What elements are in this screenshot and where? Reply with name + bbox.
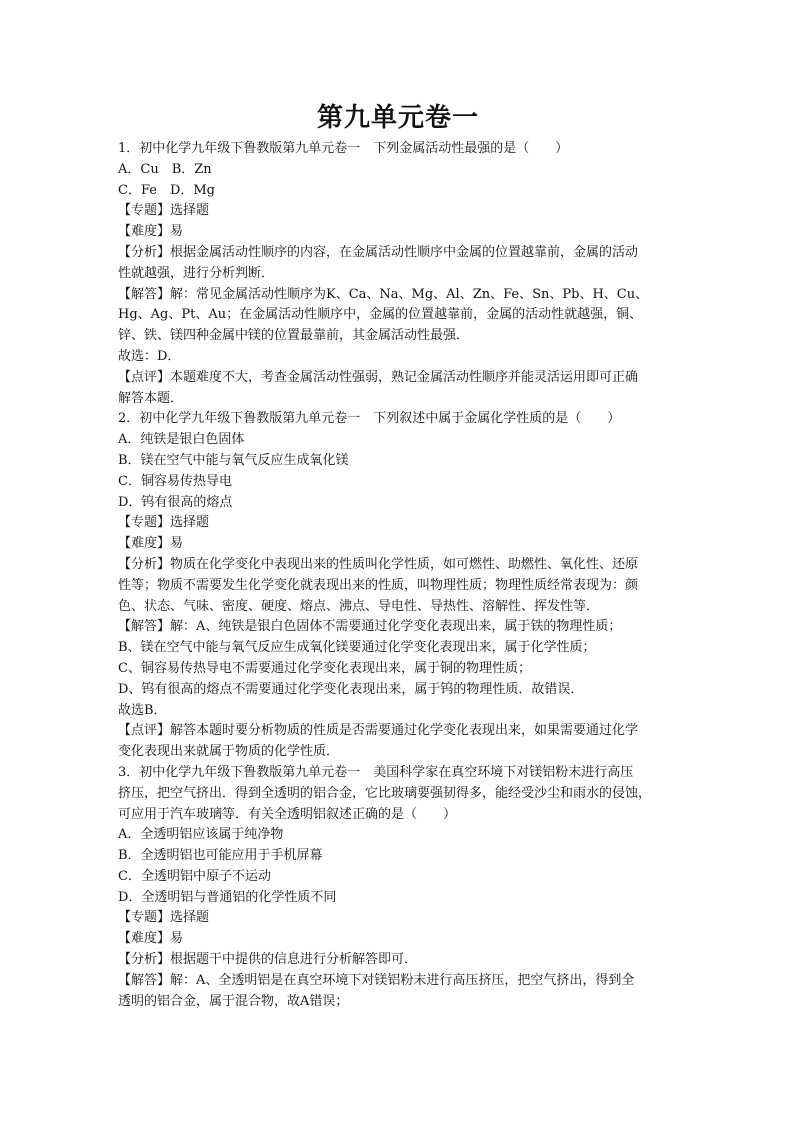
text-line: C．Fe D．Mg <box>118 182 216 198</box>
text-line: 【解答】解：A、纯铁是银白色固体不需要通过化学变化表现出来，属于铁的物理性质； <box>118 619 622 635</box>
text-line: C、铜容易传热导电不需要通过化学变化表现出来，属于铜的物理性质； <box>118 660 531 676</box>
text-line: B．全透明铝也可能应用于手机屏幕 <box>118 848 323 864</box>
page-title: 第九单元卷一 <box>316 103 479 133</box>
text-line: 性就越强，进行分析判断． <box>118 265 275 281</box>
text-line: C．铜容易传热导电 <box>118 473 232 489</box>
text-line: 【难度】易 <box>118 224 184 240</box>
text-line: Hg、Ag、Pt、Au；在金属活动性顺序中，金属的位置越靠前，金属的活动性就越强，铜、 <box>118 307 643 323</box>
text-line: 【分析】物质在化学变化中表现出来的性质叫化学性质，如可燃性、助燃性、氧化性、还原 <box>118 556 639 572</box>
text-line: 【难度】易 <box>118 931 184 947</box>
text-line: 故选B． <box>118 702 167 718</box>
text-line: B．镁在空气中能与氧气反应生成氧化镁 <box>118 452 349 468</box>
document-page <box>118 98 678 1012</box>
text-line: 【解答】解：A、全透明铝是在真空环境下对镁铝粉末进行高压挤压，把空气挤出，得到全 <box>118 972 635 988</box>
text-line: 变化表现出来就属于物质的化学性质． <box>118 744 340 760</box>
text-line: 【专题】选择题 <box>118 203 210 219</box>
text-line: 【专题】选择题 <box>118 515 210 531</box>
text-line: 透明的铝合金，属于混合物，故A错误； <box>118 993 349 1009</box>
document-body <box>118 139 678 1012</box>
text-line: 3．初中化学九年级下鲁教版第九单元卷一 美国科学家在真空环境下对镁铝粉末进行高压 <box>118 764 634 780</box>
text-line: 解答本题． <box>118 390 184 406</box>
text-line: B、镁在空气中能与氧气反应生成氧化镁要通过化学变化表现出来，属于化学性质； <box>118 640 596 656</box>
text-line: 【分析】根据金属活动性顺序的内容，在金属活动性顺序中金属的位置越靠前，金属的活动 <box>118 244 639 260</box>
text-line: 性等；物质不需要发生化学变化就表现出来的性质，叫物理性质；物理性质经常表现为：颜 <box>118 577 639 593</box>
text-line: D．钨有很高的熔点 <box>118 494 233 510</box>
text-line: 【难度】易 <box>118 536 184 552</box>
text-line: D．全透明铝与普通铝的化学性质不同 <box>118 889 337 905</box>
text-line: A．Cu B．Zn <box>118 161 212 177</box>
text-line: 1．初中化学九年级下鲁教版第九单元卷一 下列金属活动性最强的是（ ） <box>118 141 569 156</box>
text-line: 挤压，把空气挤出．得到全透明的铝合金，它比玻璃要强韧得多，能经受沙尘和雨水的侵蚀， <box>118 785 652 801</box>
text-line: 【点评】本题难度不大，考查金属活动性强弱，熟记金属活动性顺序并能灵活运用即可正确 <box>118 369 639 385</box>
text-line: 锌、铁、镁四种金属中镁的位置最靠前，其金属活动性最强． <box>118 328 470 344</box>
text-line: 【点评】解答本题时要分析物质的性质是否需要通过化学变化表现出来，如果需要通过化学 <box>118 723 639 739</box>
text-line: 【分析】根据题干中提供的信息进行分析解答即可． <box>118 952 418 968</box>
text-line: D、钨有很高的熔点不需要通过化学变化表现出来，属于钨的物理性质．故错误． <box>118 681 584 697</box>
text-line: A．全透明铝应该属于纯净物 <box>118 827 284 843</box>
text-line: 故选：D． <box>118 348 181 364</box>
text-line: 【专题】选择题 <box>118 910 210 926</box>
text-line: C．全透明铝中原子不运动 <box>118 868 271 884</box>
text-line: A．纯铁是银白色固体 <box>118 432 245 448</box>
text-line: 色、状态、气味、密度、硬度、熔点、沸点、导电性、导热性、溶解性、挥发性等． <box>118 598 600 614</box>
text-line: 2．初中化学九年级下鲁教版第九单元卷一 下列叙述中属于金属化学性质的是（ ） <box>118 411 621 427</box>
text-line: 【解答】解：常见金属活动性顺序为K、Ca、Na、Mg、Al、Zn、Fe、Sn、Pb、H、Cu、 <box>118 286 649 302</box>
text-line: 可应用于汽车玻璃等．有关全透明铝叙述正确的是（ ） <box>118 806 457 822</box>
